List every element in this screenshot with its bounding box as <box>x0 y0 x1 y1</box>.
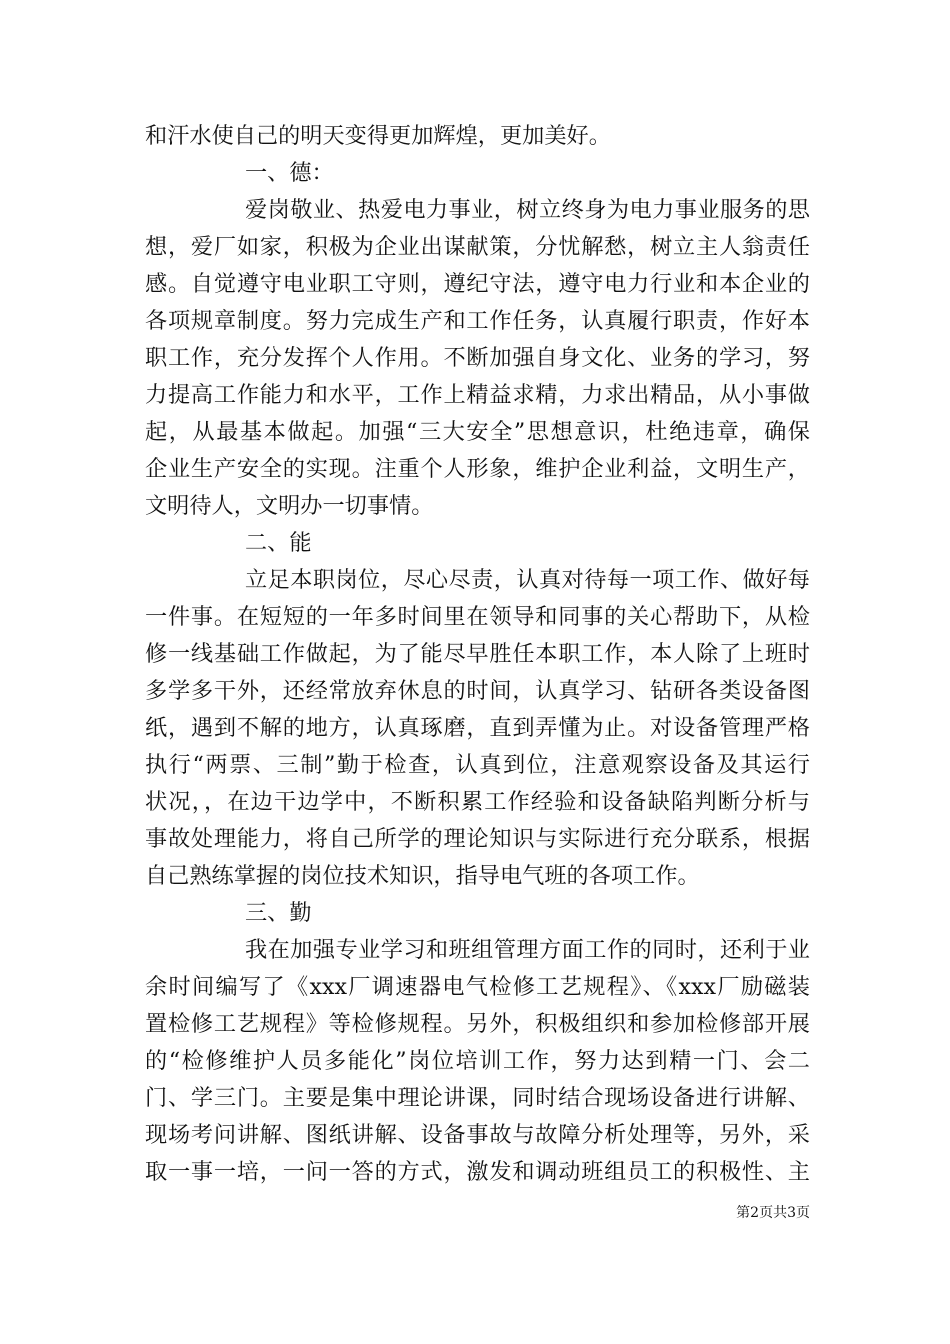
paragraph-line: 修一线基础工作做起，为了能尽早胜任本职工作，本人除了上班时 <box>145 641 810 667</box>
paragraph-line: 一件事。在短短的一年多时间里在领导和同事的关心帮助下，从检 <box>145 604 810 630</box>
paragraph-line: 起，从最基本做起。加强“三大安全”思想意识，杜绝违章，确保 <box>145 419 810 445</box>
section-heading-de: 一、德： <box>245 160 334 186</box>
paragraph-line: 多学多干外，还经常放弃休息的时间，认真学习、钻研各类设备图 <box>145 678 810 704</box>
paragraph-line: 职工作，充分发挥个人作用。不断加强自身文化、业务的学习，努 <box>145 345 810 371</box>
section-heading-neng: 二、能 <box>245 530 312 556</box>
paragraph-line: 文明待人，文明办一切事情。 <box>145 493 434 519</box>
paragraph-line: 事故处理能力，将自己所学的理论知识与实际进行充分联系，根据 <box>145 826 810 852</box>
paragraph-line: 爱岗敬业、热爱电力事业，树立终身为电力事业服务的思 <box>245 197 810 223</box>
paragraph-line: 纸，遇到不解的地方，认真琢磨，直到弄懂为止。对设备管理严格 <box>145 715 810 741</box>
paragraph-line: 各项规章制度。努力完成生产和工作任务，认真履行职责，作好本 <box>145 308 810 334</box>
page-number: 第2页共3页 <box>736 1205 810 1221</box>
paragraph-line: 力提高工作能力和水平，工作上精益求精，力求出精品，从小事做 <box>145 382 810 408</box>
paragraph-line: 取一事一培，一问一答的方式，激发和调动班组员工的积极性、主 <box>145 1159 810 1185</box>
document-body <box>145 118 810 1191</box>
paragraph-line: 自己熟练掌握的岗位技术知识，指导电气班的各项工作。 <box>145 863 700 889</box>
paragraph-line: 企业生产安全的实现。注重个人形象，维护企业利益，文明生产， <box>145 456 810 482</box>
paragraph-line: 立足本职岗位，尽心尽责，认真对待每一项工作、做好每 <box>245 567 810 593</box>
paragraph-line: 想，爱厂如家，积极为企业出谋献策，分忧解愁，树立主人翁责任 <box>145 234 810 260</box>
paragraph-line: 置检修工艺规程》等检修规程。另外，积极组织和参加检修部开展 <box>145 1011 810 1037</box>
section-heading-qin: 三、勤 <box>245 900 312 926</box>
paragraph-line: 感。自觉遵守电业职工守则，遵纪守法，遵守电力行业和本企业的 <box>145 271 810 297</box>
intro-line: 和汗水使自己的明天变得更加辉煌，更加美好。 <box>145 123 611 149</box>
paragraph-line: 执行“两票、三制”勤于检查，认真到位，注意观察设备及其运行 <box>145 752 810 778</box>
paragraph-line: 门、学三门。主要是集中理论讲课，同时结合现场设备进行讲解、 <box>145 1085 810 1111</box>
paragraph-line: 的“检修维护人员多能化”岗位培训工作，努力达到精一门、会二 <box>145 1048 810 1074</box>
paragraph-line: 我在加强专业学习和班组管理方面工作的同时，还利于业 <box>245 937 810 963</box>
paragraph-line: 状况，，在边干边学中，不断积累工作经验和设备缺陷判断分析与 <box>145 789 810 815</box>
paragraph-line: 现场考问讲解、图纸讲解、设备事故与故障分析处理等，另外，采 <box>145 1122 810 1148</box>
paragraph-line: 余时间编写了《xxx厂调速器电气检修工艺规程》、《xxx厂励磁装 <box>145 974 810 1000</box>
